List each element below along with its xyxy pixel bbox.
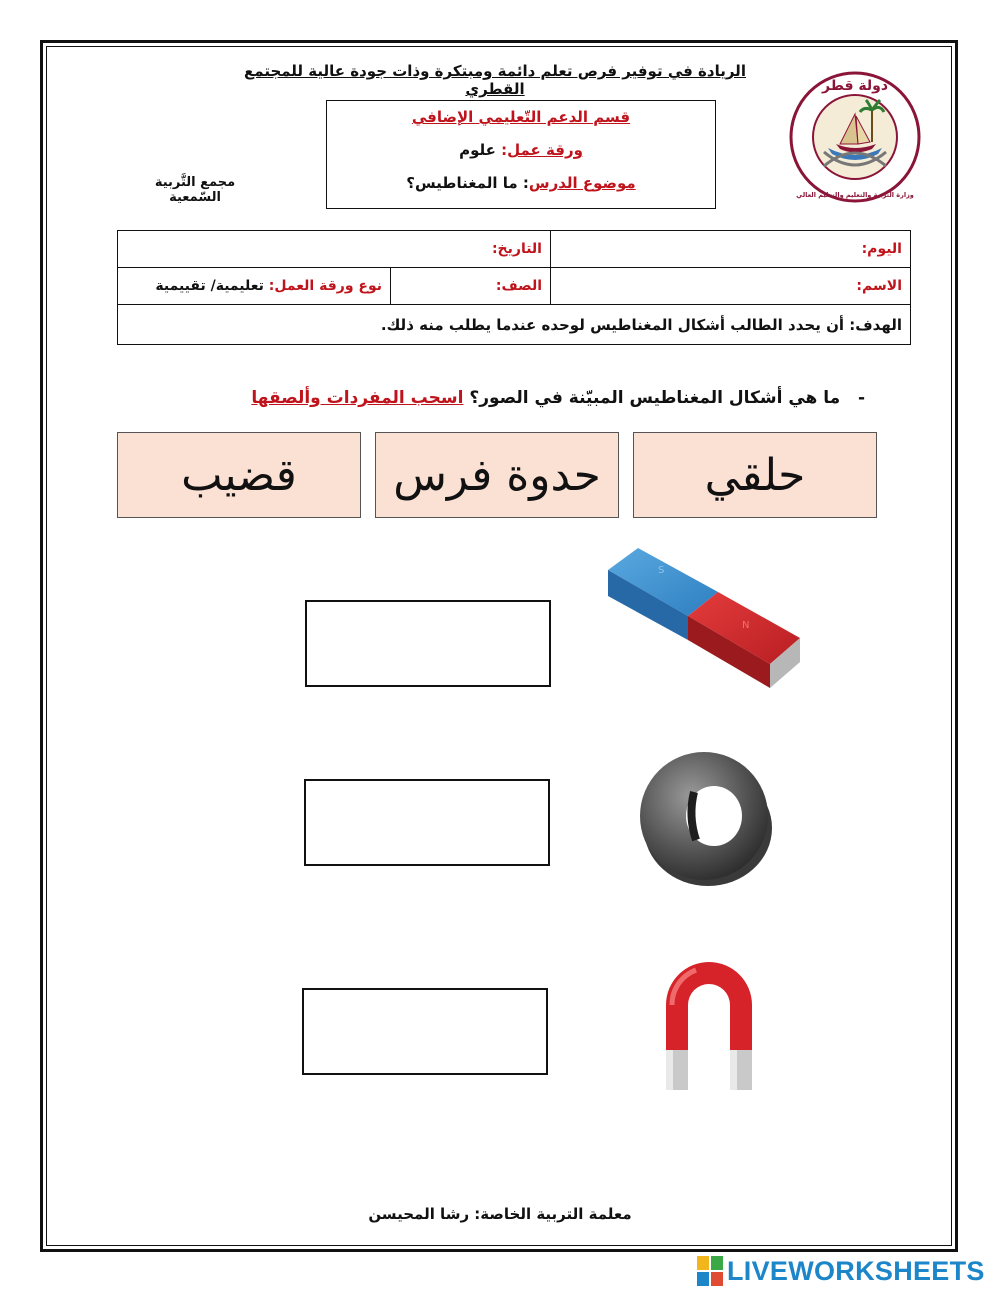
answer-box-ring[interactable] — [304, 779, 550, 866]
svg-text:S: S — [658, 565, 665, 576]
liveworksheets-brand[interactable] — [697, 1254, 985, 1288]
date-label: التاريخ: — [491, 241, 542, 257]
question-instruction: اسحب المفردات وألصقها — [251, 388, 464, 408]
word-card-horseshoe[interactable]: حدوة فرس — [375, 432, 619, 518]
question — [200, 388, 865, 408]
bar-magnet-image — [600, 540, 805, 690]
worksheet-label: ورقة عمل — [507, 141, 583, 159]
question-dash: - — [857, 388, 865, 408]
complex-name: مجمع التَّربية السّمعية — [154, 175, 236, 205]
department-title: قسم الدعم التّعليمي الإضافي — [411, 108, 631, 126]
answer-box-horseshoe[interactable] — [302, 988, 548, 1075]
class-label: الصف: — [495, 278, 542, 294]
student-info-table — [117, 230, 911, 345]
liveworksheets-brand-text: LIVEWORKSHEETS — [727, 1255, 985, 1286]
logo-title-text: دولة قطر — [821, 78, 889, 94]
topic-label: موضوع الدرس — [528, 174, 636, 192]
qatar-ministry-logo — [788, 70, 922, 204]
liveworksheets-logo-icon — [697, 1256, 723, 1286]
name-label: الاسم: — [856, 278, 902, 294]
slogan: الريادة في توفير فرص تعلم دائمة ومبتكرة وذات جودة عالية للمجتمع القطري — [244, 62, 746, 98]
topic-value: ما المغناطيس؟ — [406, 174, 518, 192]
header-box — [326, 100, 716, 209]
question-text: ما هي أشكال المغناطيس المبيّنة في الصور؟ — [469, 388, 841, 408]
goal-cell — [118, 305, 911, 345]
horseshoe-magnet-image — [656, 950, 762, 1095]
teacher-signature: معلمة التربية الخاصة: رشا المحيسن — [368, 1205, 632, 1223]
class-cell[interactable] — [391, 268, 551, 305]
day-cell[interactable] — [551, 231, 911, 268]
type-label: نوع ورقة العمل — [274, 278, 382, 294]
svg-text:N: N — [742, 620, 750, 631]
word-card-ring[interactable]: حلقي — [633, 432, 877, 518]
worksheet-line: ورقة عمل: علوم — [459, 141, 583, 159]
worksheet-subject: علوم — [459, 141, 496, 159]
date-cell[interactable] — [118, 231, 551, 268]
day-label: اليوم: — [861, 241, 902, 257]
topic-line: موضوع الدرس: ما المغناطيس؟ — [406, 174, 636, 192]
type-cell: نوع ورقة العمل: تعليمية/ تقييمية — [118, 268, 391, 305]
answer-box-bar[interactable] — [305, 600, 551, 687]
word-card-bar[interactable]: قضيب — [117, 432, 361, 518]
goal-text: الهدف: أن يحدد الطالب أشكال المغناطيس لوحده عندما يطلب منه ذلك. — [380, 315, 902, 334]
ring-magnet-image — [636, 742, 776, 890]
type-value: تعليمية/ تقييمية — [155, 278, 264, 294]
logo-ring-text: وزارة التربية والتعليم والتعليم العالي — [796, 191, 914, 199]
name-cell[interactable] — [551, 268, 911, 305]
